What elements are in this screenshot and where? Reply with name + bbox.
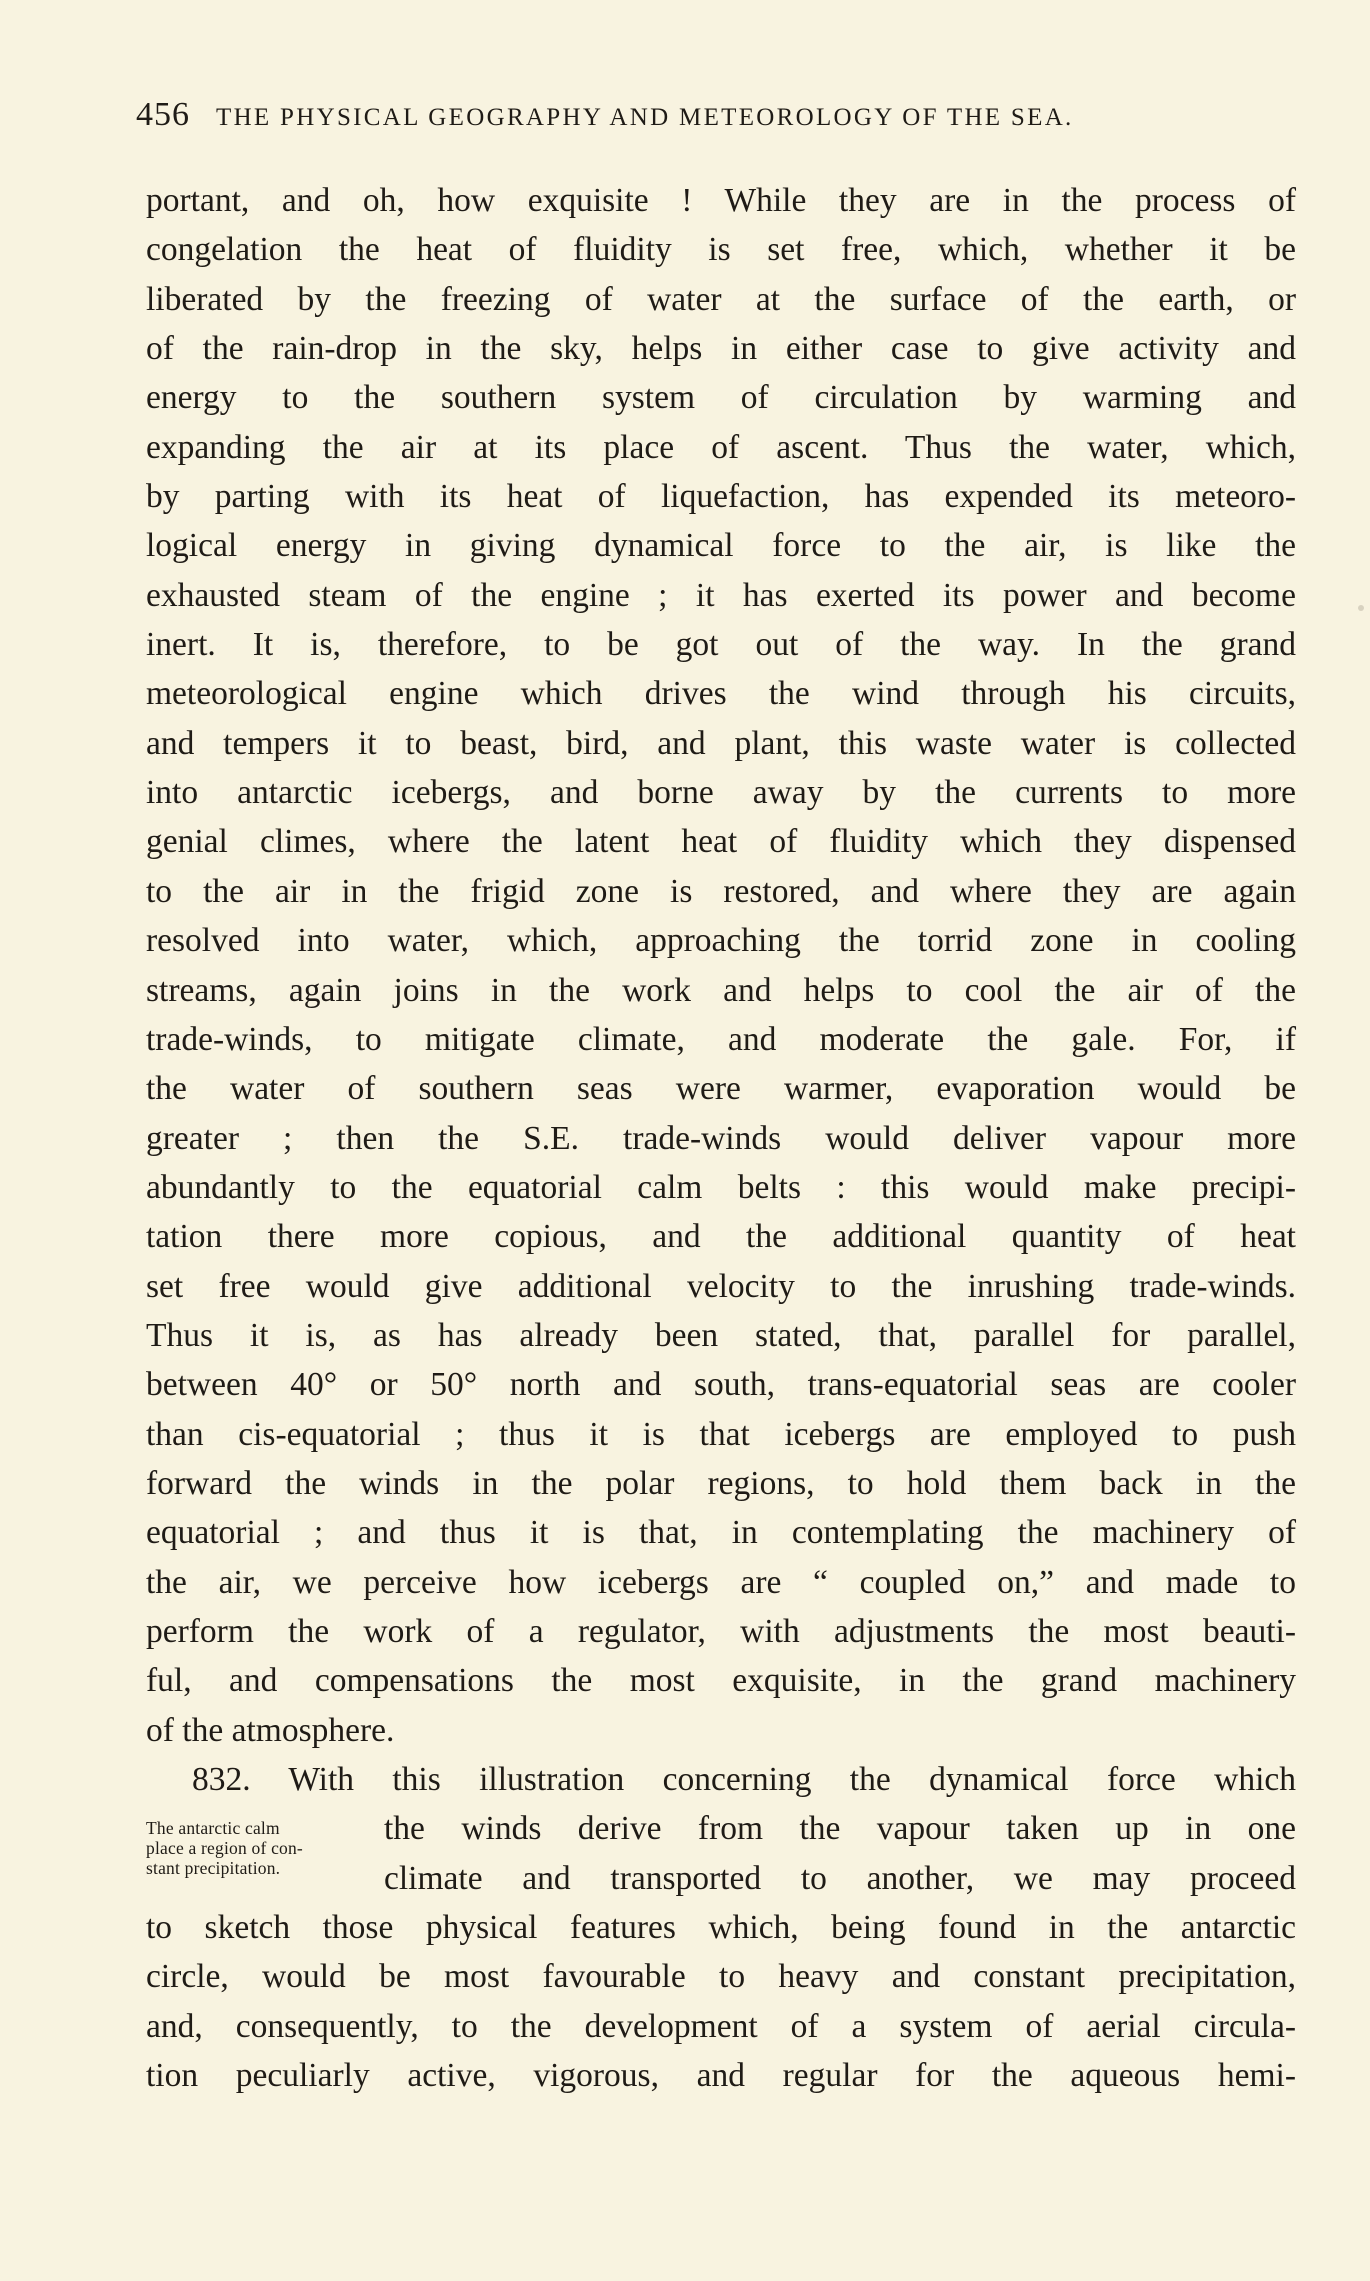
page-number: 456 <box>136 96 190 133</box>
marginal-note-line: place a region of con- <box>146 1838 303 1859</box>
text-line: than cis-equatorial ; thus it is that icebergs are employed to push <box>146 1415 1296 1453</box>
body-text <box>146 176 1296 2100</box>
text-line: inert. It is, therefore, to be got out of the way. In the grand <box>146 626 1296 664</box>
text-line: to sketch those physical features which, being found in the antarctic <box>146 1909 1296 1947</box>
text-line: and tempers it to beast, bird, and plant, this waste water is collected <box>146 724 1296 762</box>
text-line: expanding the air at its place of ascent. Thus the water, which, <box>146 428 1296 466</box>
text-line: logical energy in giving dynamical force to the air, is like the <box>146 527 1296 565</box>
text-line: genial climes, where the latent heat of fluidity which they dispensed <box>146 823 1296 861</box>
text-line: tion peculiarly active, vigorous, and regular for the aqueous hemi- <box>146 2057 1296 2095</box>
text-line: tation there more copious, and the additional quantity of heat <box>146 1218 1296 1256</box>
text-line: ful, and compensations the most exquisite, in the grand machinery <box>146 1662 1296 1700</box>
paragraph-832 <box>146 1755 1296 2100</box>
text-line: exhausted steam of the engine ; it has exerted its power and become <box>146 576 1296 614</box>
marginal-note <box>146 1804 384 1878</box>
text-line: of the atmosphere. <box>146 1711 395 1749</box>
text-line: streams, again joins in the work and helps to cool the air of the <box>146 971 1296 1009</box>
text-line: greater ; then the S.E. trade-winds would deliver vapour more <box>146 1119 1296 1157</box>
text-line: abundantly to the equatorial calm belts : this would make precipi- <box>146 1168 1296 1206</box>
text-line: and, consequently, to the development of a system of aerial circula- <box>146 2007 1296 2045</box>
paragraph-first-line: 832. With this illustration concerning the dynamical force which <box>192 1761 1296 1798</box>
text-line: equatorial ; and thus it is that, in contemplating the machinery of <box>146 1514 1296 1552</box>
running-title: THE PHYSICAL GEOGRAPHY AND METEOROLOGY OF THE SEA. <box>216 104 1074 131</box>
page-header <box>136 96 1226 146</box>
text-line: forward the winds in the polar regions, to hold them back in the <box>146 1464 1296 1502</box>
text-line: set free would give additional velocity to the inrushing trade-winds. <box>146 1267 1296 1305</box>
text-line: resolved into water, which, approaching the torrid zone in cooling <box>146 922 1296 960</box>
text-line: between 40° or 50° north and south, trans-equatorial seas are cooler <box>146 1366 1296 1404</box>
text-line: into antarctic icebergs, and borne away by the currents to more <box>146 774 1296 812</box>
text-line: by parting with its heat of liquefaction, has expended its meteoro- <box>146 478 1296 516</box>
text-line: liberated by the freezing of water at the surface of the earth, or <box>146 280 1296 318</box>
paper-spot <box>1358 605 1364 611</box>
text-line: the air, we perceive how icebergs are “ coupled on,” and made to <box>146 1563 1296 1601</box>
text-line: the water of southern seas were warmer, evaporation would be <box>146 1070 1296 1108</box>
text-line: to the air in the frigid zone is restored, and where they are again <box>146 872 1296 910</box>
text-line: circle, would be most favourable to heavy and constant precipitation, <box>146 1958 1296 1996</box>
text-line: climate and transported to another, we may proceed <box>384 1859 1296 1897</box>
marginal-note-line: The antarctic calm <box>146 1818 280 1839</box>
sidenote-row <box>146 1804 1296 1903</box>
text-line: portant, and oh, how exquisite ! While they are in the process of <box>146 182 1296 219</box>
sidenote-adjacent-text <box>384 1804 1296 1903</box>
text-line: congelation the heat of fluidity is set free, which, whether it be <box>146 231 1296 269</box>
text-line: meteorological engine which drives the wind through his circuits, <box>146 675 1296 713</box>
paragraph-1 <box>146 176 1296 1755</box>
text-line: the winds derive from the vapour taken up in one <box>384 1810 1296 1848</box>
text-line: trade-winds, to mitigate climate, and moderate the gale. For, if <box>146 1020 1296 1058</box>
text-line: energy to the southern system of circulation by warming and <box>146 379 1296 417</box>
marginal-note-line: stant precipitation. <box>146 1858 281 1879</box>
text-line: of the rain-drop in the sky, helps in either case to give activity and <box>146 330 1296 368</box>
text-line: Thus it is, as has already been stated, that, parallel for parallel, <box>146 1316 1296 1354</box>
text-line: perform the work of a regulator, with adjustments the most beauti- <box>146 1612 1296 1650</box>
